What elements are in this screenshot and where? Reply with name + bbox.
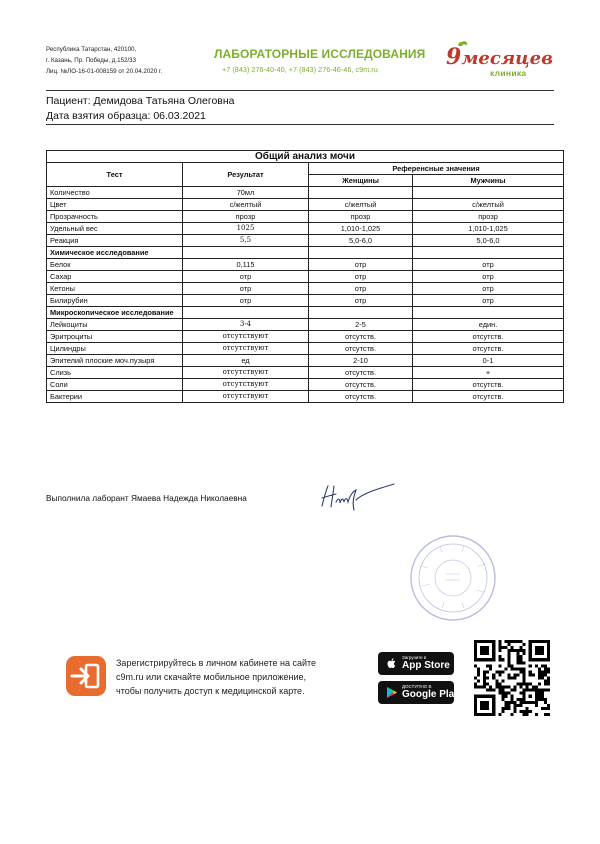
cell-result: отр — [183, 295, 309, 307]
cell-result: отсутствуют — [183, 391, 309, 403]
lab-assistant-line: Выполнила лаборант Ямаева Надежда Николаевна — [46, 493, 247, 503]
cell-test: Эритроциты — [47, 331, 183, 343]
col-header-men: Мужчины — [413, 175, 564, 187]
cell-test: Химическое исследование — [47, 247, 183, 259]
clinic-logo — [446, 40, 553, 84]
logo-wordmark: 9месяцев — [446, 44, 553, 70]
cell-result: отсутствуют — [183, 367, 309, 379]
badge-caption: Загрузите в — [402, 655, 427, 660]
table-row — [47, 367, 564, 379]
cell-test: Эпителий плоские моч.пузыря — [47, 355, 183, 367]
cell-ref-women: отсутств. — [309, 331, 413, 343]
logo-subtitle: клиника — [490, 68, 527, 78]
lab-phones: +7 (843) 276-40-40, +7 (843) 276-46-46, c9m.ru — [222, 65, 378, 74]
cell-result: 3-4 — [183, 319, 309, 331]
cell-test: Бактерии — [47, 391, 183, 403]
cell-ref-men — [413, 247, 564, 259]
cell-ref-women: прозр — [309, 211, 413, 223]
cell-result — [183, 307, 309, 319]
cell-result: с/желтый — [183, 199, 309, 211]
col-header-test: Тест — [47, 163, 183, 187]
apple-icon — [385, 657, 398, 670]
handwritten-signature — [318, 480, 398, 512]
cell-result: ед — [183, 355, 309, 367]
table-row — [47, 235, 564, 247]
address-line: Республика Татарстан, 420100, — [46, 46, 137, 53]
results-table — [46, 150, 564, 403]
sample-date: Дата взятия образца: 06.03.2021 — [46, 110, 206, 122]
promo-line: c9m.ru или скачайте мобильное приложение, — [116, 672, 306, 682]
cell-result: отр — [183, 283, 309, 295]
table-row — [47, 247, 564, 259]
cell-result: 5,5 — [183, 235, 309, 247]
login-app-icon — [66, 656, 106, 696]
table-row — [47, 307, 564, 319]
table-row — [47, 331, 564, 343]
cell-result — [183, 247, 309, 259]
lab-title: ЛАБОРАТОРНЫЕ ИССЛЕДОВАНИЯ — [214, 47, 426, 61]
table-row — [47, 271, 564, 283]
cell-result: 0,115 — [183, 259, 309, 271]
cell-test: Лейкоциты — [47, 319, 183, 331]
table-row — [47, 295, 564, 307]
cell-result: прозр — [183, 211, 309, 223]
cell-ref-men: отр — [413, 283, 564, 295]
cell-ref-women: 1,010-1,025 — [309, 223, 413, 235]
promo-text — [116, 656, 376, 698]
divider — [46, 124, 554, 125]
clinic-address — [46, 44, 216, 77]
cell-ref-women: отсутств. — [309, 379, 413, 391]
qr-code[interactable] — [474, 640, 550, 716]
cell-ref-women: отсутств. — [309, 391, 413, 403]
cell-ref-women: отр — [309, 271, 413, 283]
cell-ref-men: 1,010-1,025 — [413, 223, 564, 235]
cell-ref-women: отсутств. — [309, 367, 413, 379]
address-line: г. Казань, Пр. Победы, д.152/33 — [46, 57, 137, 64]
promo-line: Зарегистрируйтесь в личном кабинете на сайте — [116, 658, 317, 668]
col-header-women: Женщины — [309, 175, 413, 187]
cell-ref-women: отр — [309, 259, 413, 271]
table-row — [47, 391, 564, 403]
promo-line: чтобы получить доступ к медицинской карте. — [116, 686, 305, 696]
table-row — [47, 223, 564, 235]
cell-ref-women: с/желтый — [309, 199, 413, 211]
cell-test: Удельный вес — [47, 223, 183, 235]
cell-ref-men: прозр — [413, 211, 564, 223]
cell-ref-men — [413, 307, 564, 319]
cell-ref-women — [309, 187, 413, 199]
table-row — [47, 319, 564, 331]
cell-test: Цвет — [47, 199, 183, 211]
table-row — [47, 187, 564, 199]
cell-ref-women: 5,0-6,0 — [309, 235, 413, 247]
cell-ref-women: отсутств. — [309, 343, 413, 355]
table-row — [47, 259, 564, 271]
badge-caption: ДОСТУПНО В — [402, 684, 432, 689]
app-store-badge[interactable] — [378, 652, 454, 675]
patient-info — [46, 94, 235, 124]
cell-test: Реакция — [47, 235, 183, 247]
table-row — [47, 343, 564, 355]
cell-ref-women — [309, 247, 413, 259]
patient-name: Пациент: Демидова Татьяна Олеговна — [46, 95, 235, 107]
cell-ref-women — [309, 307, 413, 319]
table-row — [47, 355, 564, 367]
col-header-ref: Референсные значения — [309, 163, 564, 175]
cell-ref-men — [413, 187, 564, 199]
clinic-stamp — [398, 528, 508, 628]
cell-ref-men: един. — [413, 319, 564, 331]
cell-test: Соли — [47, 379, 183, 391]
table-row — [47, 283, 564, 295]
cell-ref-men: отсутств. — [413, 343, 564, 355]
cell-result: 1025 — [183, 223, 309, 235]
cell-ref-women: 2-5 — [309, 319, 413, 331]
cell-test: Количество — [47, 187, 183, 199]
badge-label: App Store — [402, 660, 450, 671]
cell-test: Кетоны — [47, 283, 183, 295]
login-arrow-icon — [66, 656, 106, 696]
cell-test: Прозрачность — [47, 211, 183, 223]
cell-result: отсутствуют — [183, 343, 309, 355]
cell-result: отсутствуют — [183, 379, 309, 391]
cell-test: Микроскопическое исследование — [47, 307, 183, 319]
cell-test: Сахар — [47, 271, 183, 283]
cell-ref-men: 5,0-6,0 — [413, 235, 564, 247]
col-header-result: Результат — [183, 163, 309, 187]
cell-ref-men: отсутств. — [413, 391, 564, 403]
table-title: Общий анализ мочи — [47, 151, 564, 163]
cell-ref-women: 2-10 — [309, 355, 413, 367]
license-line: Лиц. №ЛО-16-01-008159 от 20.04.2020 г. — [46, 68, 163, 75]
table-row — [47, 211, 564, 223]
cell-ref-men: отр — [413, 271, 564, 283]
cell-ref-men: + — [413, 367, 564, 379]
cell-ref-men: отр — [413, 295, 564, 307]
cell-test: Билирубин — [47, 295, 183, 307]
table-row — [47, 379, 564, 391]
cell-ref-men: отр — [413, 259, 564, 271]
table-row — [47, 199, 564, 211]
cell-ref-men: 0-1 — [413, 355, 564, 367]
cell-result: отсутствуют — [183, 331, 309, 343]
cell-ref-women: отр — [309, 295, 413, 307]
divider — [46, 90, 554, 91]
cell-test: Цилиндры — [47, 343, 183, 355]
cell-result: отр — [183, 271, 309, 283]
cell-test: Белок — [47, 259, 183, 271]
cell-test: Слизь — [47, 367, 183, 379]
cell-ref-men: отсутств. — [413, 331, 564, 343]
google-play-badge[interactable] — [378, 681, 460, 704]
cell-ref-women: отр — [309, 283, 413, 295]
cell-ref-men: отсутств. — [413, 379, 564, 391]
cell-ref-men: с/желтый — [413, 199, 564, 211]
play-icon — [385, 686, 398, 699]
badge-label: Google Play — [402, 689, 460, 700]
cell-result: 70мл — [183, 187, 309, 199]
